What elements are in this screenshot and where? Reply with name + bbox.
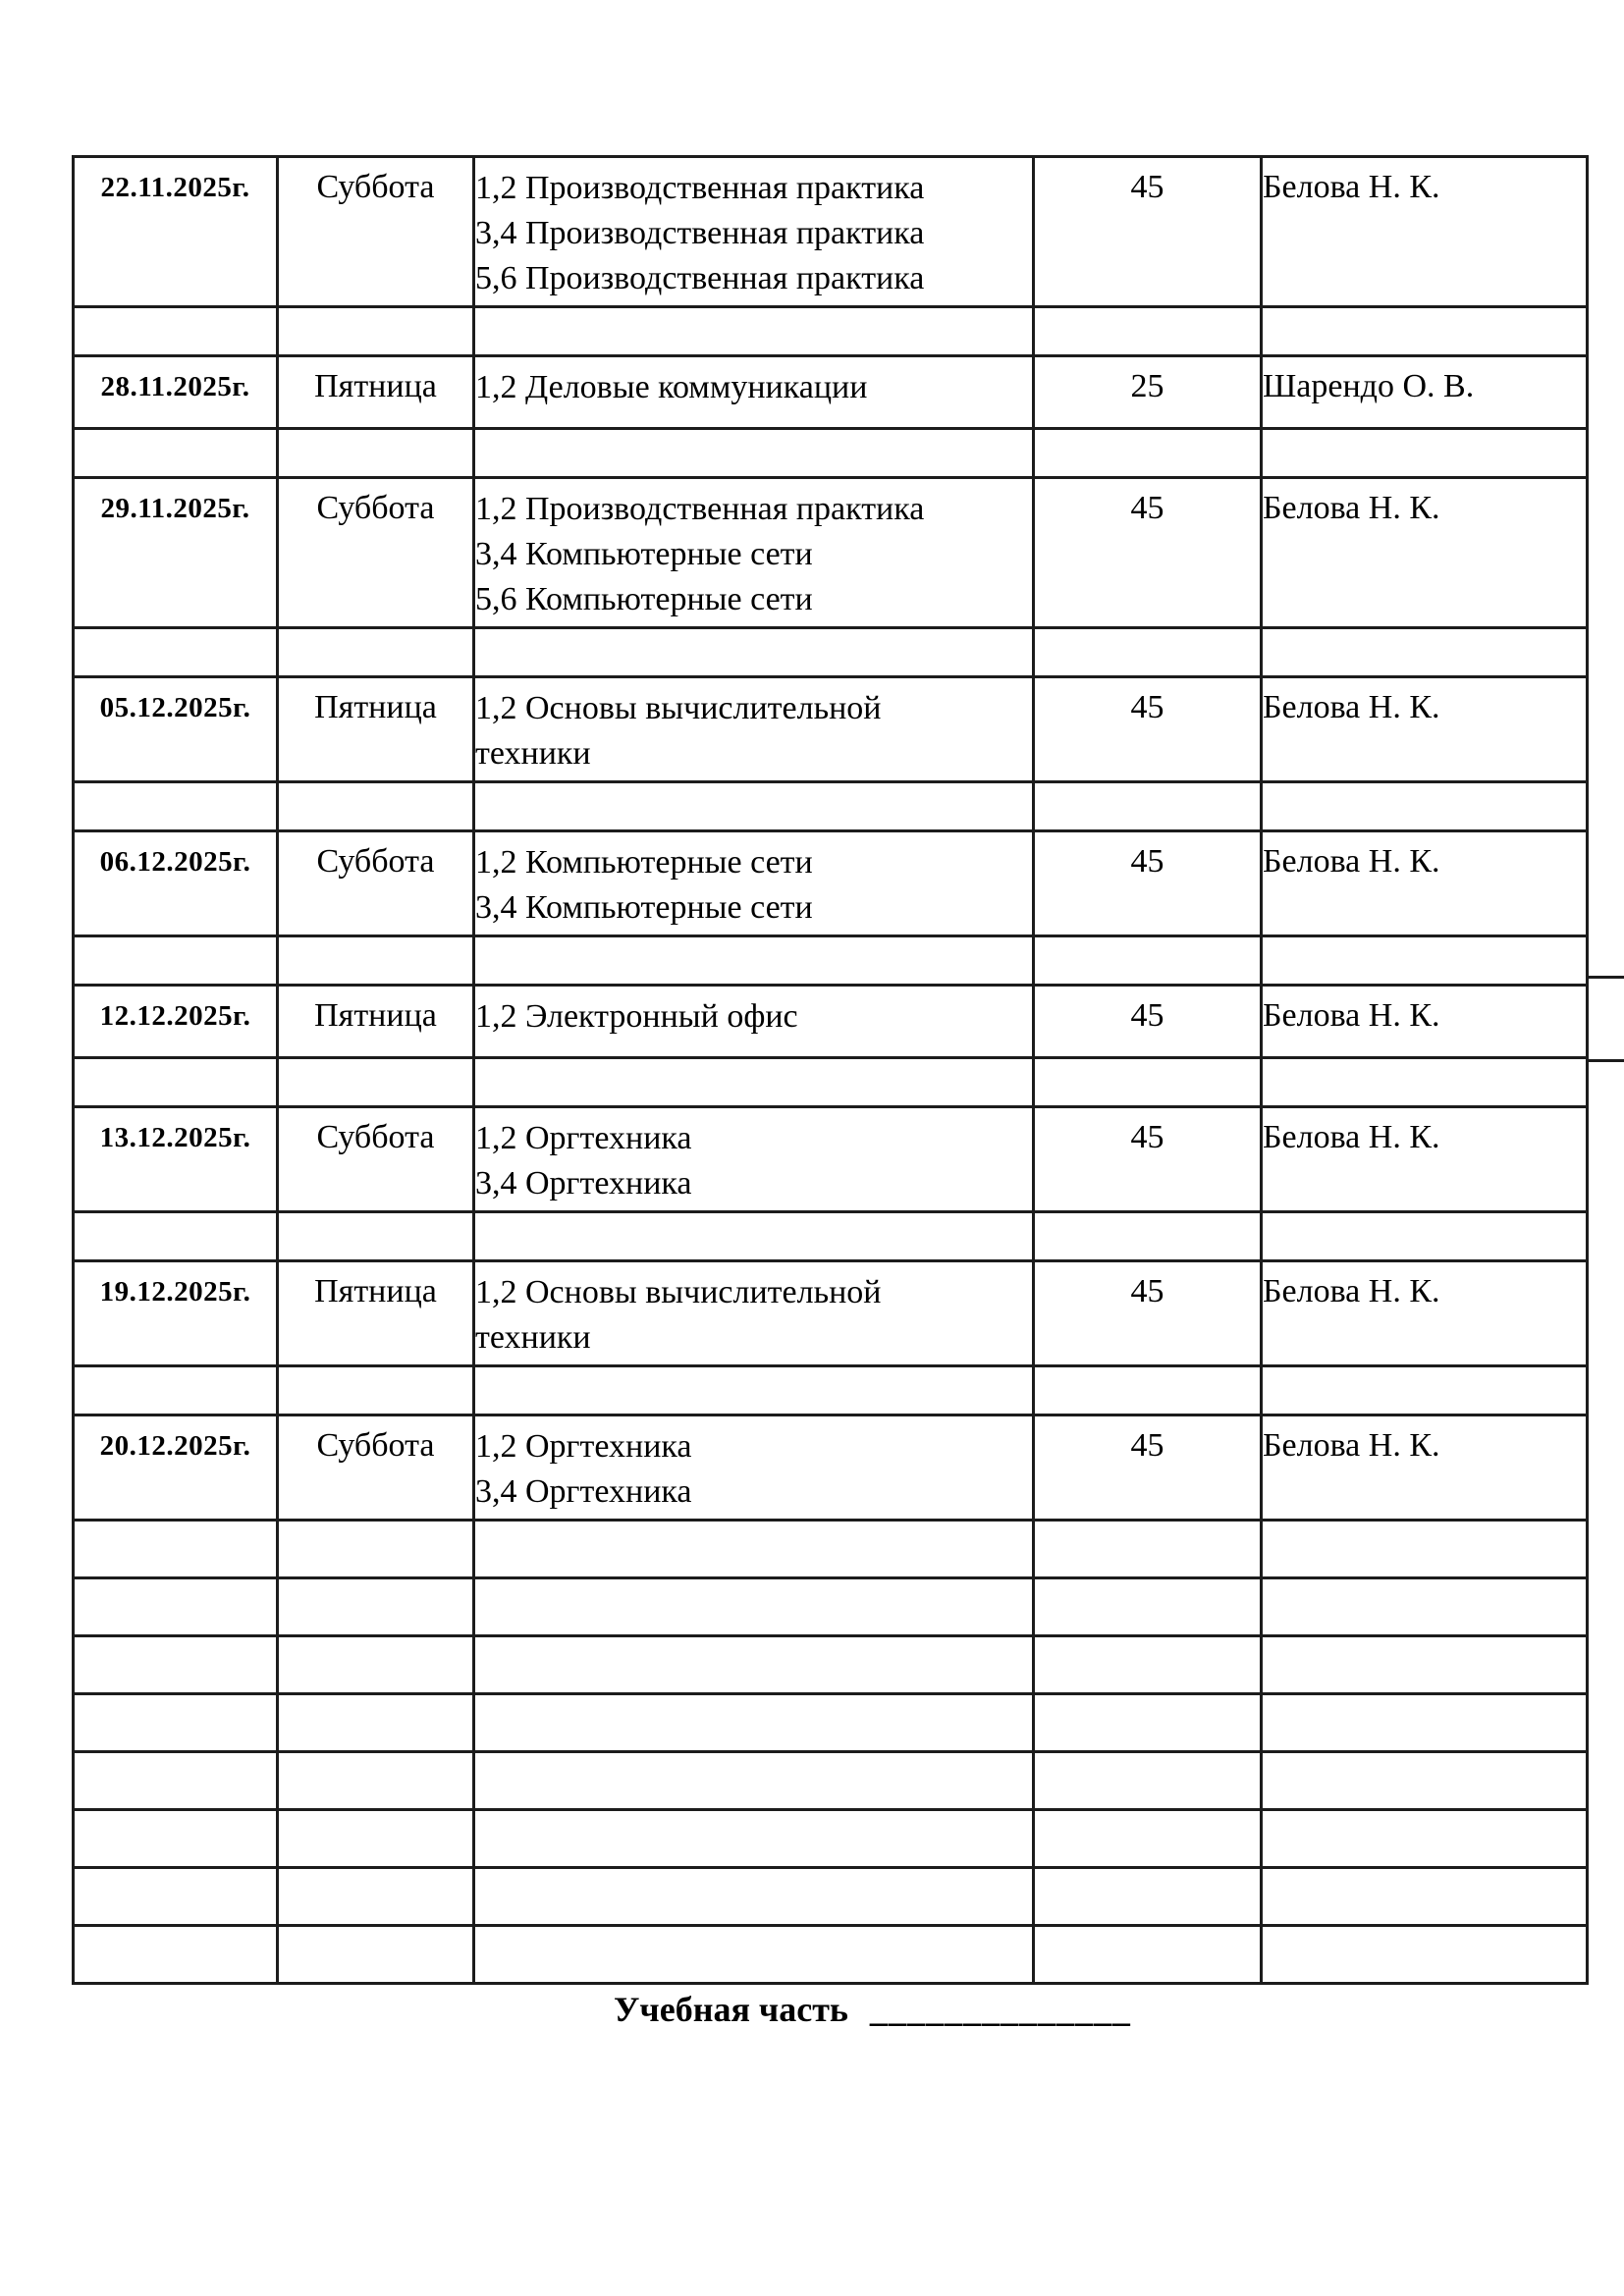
hours-cell: 45 — [1034, 157, 1262, 307]
subjects-cell — [474, 677, 1034, 782]
empty-cell — [278, 936, 474, 986]
empty-cell — [474, 1212, 1034, 1261]
empty-cell — [1034, 1926, 1262, 1984]
date-cell: 12.12.2025г. — [74, 986, 278, 1058]
subject-line: 1,2 Оргтехника — [475, 1428, 692, 1465]
empty-cell — [278, 1694, 474, 1752]
teacher-cell: Белова Н. К. — [1262, 677, 1588, 782]
schedule-row — [74, 356, 1588, 429]
spacer-row — [74, 1058, 1588, 1107]
day-cell: Суббота — [278, 157, 474, 307]
hours-cell: 45 — [1034, 1415, 1262, 1521]
schedule-row — [74, 1261, 1588, 1366]
date-cell: 20.12.2025г. — [74, 1415, 278, 1521]
empty-cell — [1034, 1578, 1262, 1636]
subjects-cell — [474, 157, 1034, 307]
empty-cell — [1262, 1752, 1588, 1810]
day-cell: Суббота — [278, 1415, 474, 1521]
blank-row — [74, 1521, 1588, 1578]
subjects-cell — [474, 478, 1034, 628]
subject-line: 3,4 Оргтехника — [475, 1165, 692, 1201]
empty-cell — [1034, 429, 1262, 478]
day-cell: Пятница — [278, 986, 474, 1058]
subject-line: 5,6 Производственная практика — [475, 260, 925, 296]
signature-label: Учебная часть — [614, 1990, 848, 2029]
schedule-row — [74, 1415, 1588, 1521]
empty-cell — [278, 1521, 474, 1578]
empty-cell — [1034, 1366, 1262, 1415]
empty-cell — [474, 1636, 1034, 1694]
empty-cell — [278, 307, 474, 356]
empty-cell — [1262, 1212, 1588, 1261]
empty-cell — [1262, 1868, 1588, 1926]
schedule-table — [72, 155, 1589, 1985]
subject-line: 1,2 Компьютерные сети — [475, 844, 813, 881]
table-edge-overrun-line — [1586, 1059, 1624, 1062]
empty-cell — [1034, 1212, 1262, 1261]
empty-cell — [74, 1521, 278, 1578]
empty-cell — [474, 936, 1034, 986]
schedule-row — [74, 1107, 1588, 1212]
date-cell: 22.11.2025г. — [74, 157, 278, 307]
empty-cell — [1262, 1694, 1588, 1752]
subject-line: 1,2 Основы вычислительной — [475, 1274, 882, 1310]
empty-cell — [1034, 1752, 1262, 1810]
subject-line: 3,4 Оргтехника — [475, 1473, 692, 1510]
subject-line: 1,2 Производственная практика — [475, 170, 925, 206]
empty-cell — [474, 1810, 1034, 1868]
empty-cell — [278, 1212, 474, 1261]
empty-cell — [1262, 782, 1588, 831]
subject-line: 1,2 Основы вычислительной — [475, 690, 882, 726]
empty-cell — [278, 1752, 474, 1810]
subject-line: 3,4 Производственная практика — [475, 215, 925, 251]
subject-line: 3,4 Компьютерные сети — [475, 536, 813, 572]
empty-cell — [474, 307, 1034, 356]
empty-cell — [278, 1578, 474, 1636]
empty-cell — [278, 429, 474, 478]
blank-row — [74, 1868, 1588, 1926]
empty-cell — [474, 1926, 1034, 1984]
blank-row — [74, 1810, 1588, 1868]
signature-underline: ______________ — [869, 1990, 1131, 2029]
subject-line: 5,6 Компьютерные сети — [475, 581, 813, 617]
empty-cell — [474, 1752, 1034, 1810]
empty-cell — [278, 1636, 474, 1694]
empty-cell — [1262, 1366, 1588, 1415]
empty-cell — [474, 1058, 1034, 1107]
subject-line: 1,2 Электронный офис — [475, 998, 798, 1035]
date-cell: 28.11.2025г. — [74, 356, 278, 429]
subject-line: 1,2 Оргтехника — [475, 1120, 692, 1156]
empty-cell — [74, 1810, 278, 1868]
spacer-row — [74, 429, 1588, 478]
empty-cell — [1262, 429, 1588, 478]
empty-cell — [74, 1366, 278, 1415]
empty-cell — [278, 1366, 474, 1415]
empty-cell — [1262, 1058, 1588, 1107]
schedule-row — [74, 478, 1588, 628]
empty-cell — [1034, 1810, 1262, 1868]
empty-cell — [474, 1366, 1034, 1415]
empty-cell — [74, 628, 278, 677]
empty-cell — [1034, 1694, 1262, 1752]
blank-row — [74, 1694, 1588, 1752]
empty-cell — [278, 628, 474, 677]
empty-cell — [1262, 1810, 1588, 1868]
empty-cell — [74, 307, 278, 356]
date-cell: 06.12.2025г. — [74, 831, 278, 936]
empty-cell — [74, 782, 278, 831]
empty-cell — [1034, 1058, 1262, 1107]
subjects-cell — [474, 1261, 1034, 1366]
hours-cell: 45 — [1034, 478, 1262, 628]
day-cell: Суббота — [278, 478, 474, 628]
schedule-table-wrap — [72, 155, 1586, 1985]
hours-cell: 45 — [1034, 986, 1262, 1058]
schedule-row — [74, 157, 1588, 307]
empty-cell — [1262, 1578, 1588, 1636]
spacer-row — [74, 782, 1588, 831]
empty-cell — [474, 1578, 1034, 1636]
hours-cell: 25 — [1034, 356, 1262, 429]
date-cell: 13.12.2025г. — [74, 1107, 278, 1212]
empty-cell — [1262, 1636, 1588, 1694]
day-cell: Суббота — [278, 1107, 474, 1212]
empty-cell — [74, 1926, 278, 1984]
empty-cell — [278, 1810, 474, 1868]
empty-cell — [1262, 1926, 1588, 1984]
subjects-cell — [474, 1107, 1034, 1212]
empty-cell — [278, 1868, 474, 1926]
date-cell: 19.12.2025г. — [74, 1261, 278, 1366]
empty-cell — [1034, 1636, 1262, 1694]
blank-row — [74, 1578, 1588, 1636]
empty-cell — [278, 1926, 474, 1984]
spacer-row — [74, 1212, 1588, 1261]
teacher-cell: Белова Н. К. — [1262, 1261, 1588, 1366]
subjects-cell — [474, 1415, 1034, 1521]
date-cell: 29.11.2025г. — [74, 478, 278, 628]
empty-cell — [74, 1636, 278, 1694]
empty-cell — [74, 429, 278, 478]
spacer-row — [74, 628, 1588, 677]
teacher-cell: Белова Н. К. — [1262, 986, 1588, 1058]
hours-cell: 45 — [1034, 677, 1262, 782]
empty-cell — [1034, 1521, 1262, 1578]
schedule-row — [74, 677, 1588, 782]
blank-row — [74, 1752, 1588, 1810]
empty-cell — [74, 1752, 278, 1810]
empty-cell — [74, 936, 278, 986]
empty-cell — [474, 1694, 1034, 1752]
empty-cell — [278, 782, 474, 831]
empty-cell — [474, 1521, 1034, 1578]
subject-line: 1,2 Деловые коммуникации — [475, 369, 868, 405]
empty-cell — [1262, 307, 1588, 356]
table-edge-overrun-line — [1586, 976, 1624, 979]
empty-cell — [74, 1058, 278, 1107]
empty-cell — [1034, 628, 1262, 677]
empty-cell — [474, 782, 1034, 831]
hours-cell: 45 — [1034, 1261, 1262, 1366]
spacer-row — [74, 936, 1588, 986]
spacer-row — [74, 307, 1588, 356]
blank-row — [74, 1926, 1588, 1984]
empty-cell — [474, 1868, 1034, 1926]
empty-cell — [74, 1212, 278, 1261]
date-cell: 05.12.2025г. — [74, 677, 278, 782]
empty-cell — [1262, 936, 1588, 986]
subject-line: техники — [475, 1319, 591, 1356]
empty-cell — [474, 429, 1034, 478]
empty-cell — [474, 628, 1034, 677]
empty-cell — [1262, 628, 1588, 677]
empty-cell — [1034, 782, 1262, 831]
day-cell: Пятница — [278, 677, 474, 782]
subjects-cell — [474, 986, 1034, 1058]
teacher-cell: Белова Н. К. — [1262, 1415, 1588, 1521]
teacher-cell: Белова Н. К. — [1262, 157, 1588, 307]
day-cell: Пятница — [278, 356, 474, 429]
spacer-row — [74, 1366, 1588, 1415]
teacher-cell: Белова Н. К. — [1262, 478, 1588, 628]
subjects-cell — [474, 831, 1034, 936]
subjects-cell — [474, 356, 1034, 429]
empty-cell — [1262, 1521, 1588, 1578]
day-cell: Пятница — [278, 1261, 474, 1366]
blank-row — [74, 1636, 1588, 1694]
empty-cell — [278, 1058, 474, 1107]
empty-cell — [74, 1578, 278, 1636]
teacher-cell: Белова Н. К. — [1262, 831, 1588, 936]
empty-cell — [1034, 1868, 1262, 1926]
schedule-row — [74, 986, 1588, 1058]
teacher-cell: Белова Н. К. — [1262, 1107, 1588, 1212]
hours-cell: 45 — [1034, 1107, 1262, 1212]
empty-cell — [74, 1694, 278, 1752]
empty-cell — [74, 1868, 278, 1926]
hours-cell: 45 — [1034, 831, 1262, 936]
subject-line: 3,4 Компьютерные сети — [475, 889, 813, 926]
subject-line: техники — [475, 735, 591, 772]
schedule-row — [74, 831, 1588, 936]
schedule-table-body — [74, 157, 1588, 1984]
empty-cell — [1034, 936, 1262, 986]
day-cell: Суббота — [278, 831, 474, 936]
empty-cell — [1034, 307, 1262, 356]
teacher-cell: Шарендо О. В. — [1262, 356, 1588, 429]
signature-block — [614, 1989, 1131, 2030]
subject-line: 1,2 Производственная практика — [475, 491, 925, 527]
